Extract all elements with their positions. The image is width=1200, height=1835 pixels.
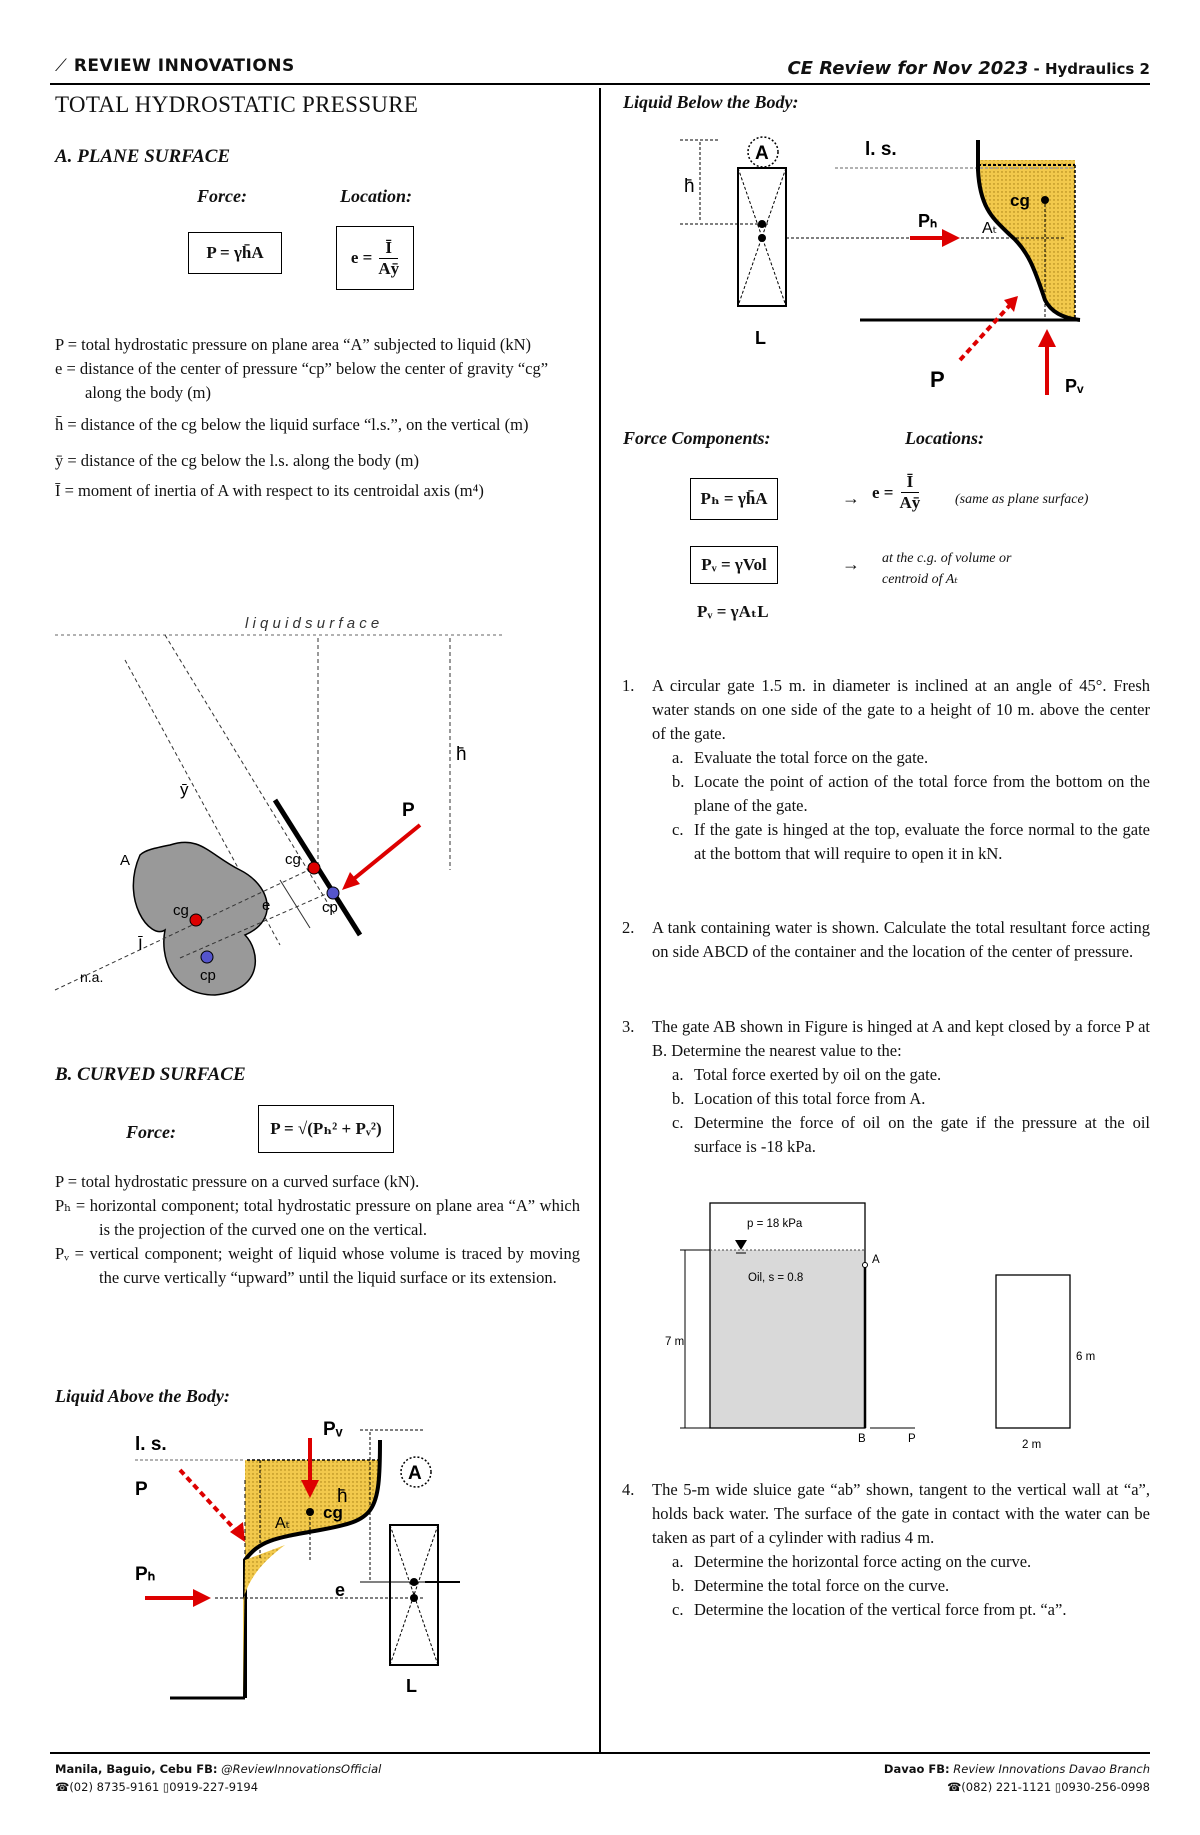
force-p-label: P [908, 1433, 916, 1445]
point-a-label: A [872, 1254, 880, 1266]
logo-icon: ⟋ [55, 56, 68, 76]
pv-label-below: Pᵥ [1065, 376, 1084, 396]
problem-4-number: 4. [622, 1480, 635, 1499]
surface-marker-icon [735, 1240, 747, 1250]
problem-1-sub-c-text: If the gate is hinged at the top, evaluate the force normal to the gate at the bottom that will require to open it in kN. [694, 820, 1150, 863]
problem-1-sub-b-text: Locate the point of action of the total force from the bottom on the plane of the gate. [694, 772, 1150, 815]
loc1-denominator: Aȳ [899, 493, 921, 512]
pv-arrowhead-below [1038, 329, 1056, 347]
problem-1-sub-c [622, 818, 1150, 866]
loc1-lhs: e = [872, 482, 894, 502]
curved-force-formula: P = √(Pₕ² + Pᵥ²) [258, 1105, 394, 1153]
cg-point-below [1041, 196, 1049, 204]
footer-right-fb: Review Innovations Davao Branch [949, 1762, 1150, 1776]
a-label-above: A [408, 1463, 422, 1484]
problem-3-sub-b [622, 1087, 1150, 1111]
ph-label-above: Pₕ [135, 1564, 156, 1585]
def-ybar: ȳ = distance of the cg below the l.s. along the body (m) [55, 451, 419, 470]
ls-label-below: l. s. [865, 139, 897, 160]
e-dim-line [280, 880, 310, 928]
problem-4-sub-b [622, 1574, 1150, 1598]
plane-surface-heading: A. PLANE SURFACE [55, 146, 231, 167]
ph-arrowhead-below [942, 229, 960, 247]
def-hbar: h̄ = distance of the cg below the liquid surface “l.s.”, on the vertical (m) [55, 415, 529, 434]
pv2-formula: Pᵥ = γAₜL [697, 602, 769, 621]
force-components-label: Force Components: [623, 428, 771, 448]
problem-3-sub-a [622, 1063, 1150, 1087]
a-label-below: A [755, 143, 769, 164]
problem-3-text: The gate AB shown in Figure is hinged at A and kept closed by a force P at B. Determine the nearest value to the: [652, 1017, 1150, 1060]
hbar-label: h̄ [456, 744, 467, 765]
problem-4-sub-a [622, 1550, 1150, 1574]
pv-label-above: Pᵥ [323, 1420, 343, 1440]
arrow-1: → [842, 488, 860, 508]
subject-name: - Hydraulics 2 [1028, 60, 1150, 78]
problem-4-text: The 5-m wide sluice gate “ab” shown, tangent to the vertical wall at “a”, holds back water. The surface of the gate in contact with the water can be taken as part of a cylinder with radius 4 m. [652, 1480, 1150, 1547]
ph-location [872, 472, 920, 513]
l-label-below: L [755, 328, 766, 348]
problem-1-sub-b [622, 770, 1150, 818]
at-label-above: Aₜ [275, 1515, 291, 1532]
cg-label-area: cg [173, 902, 189, 919]
footer-left-branches: Manila, Baguio, Cebu FB: [55, 1762, 218, 1776]
header-rule [50, 83, 1150, 85]
problem-1 [622, 674, 1150, 866]
problem-4-sub-b-letter: b. [672, 1576, 685, 1595]
p-dashed-arrow-below [960, 305, 1010, 360]
cp-point-area [201, 951, 213, 963]
loc2-note-line1: at the c.g. of volume or [882, 551, 1012, 566]
curved-surface-heading: B. CURVED SURFACE [55, 1064, 246, 1085]
hbar-label-above: h̄ [337, 1486, 348, 1507]
plane-definitions [55, 333, 580, 503]
liquid-below-label: Liquid Below the Body: [623, 92, 799, 112]
cp-point-plane [327, 887, 339, 899]
p-arrowhead-below [1004, 296, 1018, 312]
footer-right-social [884, 1760, 1150, 1778]
def-ph: Pₕ = horizontal component; total hydrostatic pressure on plane area “A” which is the projection of the curved one on the vertical. [55, 1196, 580, 1239]
problem-3-sub-b-letter: b. [672, 1089, 685, 1108]
loc-denominator: Aȳ [378, 258, 400, 278]
hbar-label-below: h̄ [684, 176, 695, 197]
brand-logo [55, 56, 295, 76]
footer-left-fb: @ReviewInnovationsOfficial [217, 1762, 382, 1776]
na-label: n.a. [80, 969, 104, 985]
loc1-numerator: Ī [901, 472, 920, 493]
problem-1-sub-b-letter: b. [672, 772, 685, 791]
l-label-above: L [406, 1676, 417, 1696]
liquid-above-label: Liquid Above the Body: [55, 1386, 230, 1406]
section-rect [996, 1275, 1070, 1428]
problem-3-sub-a-text: Total force exerted by oil on the gate. [694, 1065, 942, 1084]
problem-1-sub-c-letter: c. [672, 820, 684, 839]
problem-2 [622, 916, 1150, 964]
def-curved-p: P = total hydrostatic pressure on a curved surface (kN). [55, 1172, 420, 1191]
p-label-above: P [135, 1479, 148, 1500]
oil-label: Oil, s = 0.8 [748, 1272, 804, 1284]
arrow-2: → [842, 554, 860, 574]
plane-surface-figure [50, 610, 520, 1020]
point-b-label: B [858, 1433, 866, 1445]
cg-label-above: cg [323, 1503, 343, 1522]
brand-name: REVIEW INNOVATIONS [73, 56, 295, 76]
problem-3-sub-c [622, 1111, 1150, 1159]
liquid-below-figure [680, 130, 1110, 405]
problem-3-sub-b-text: Location of this total force from A. [694, 1089, 926, 1108]
problem-4 [622, 1478, 1150, 1622]
problem-4-sub-c-letter: c. [672, 1600, 684, 1619]
p-label-below: P [930, 367, 945, 392]
loc1-note: (same as plane surface) [955, 492, 1089, 507]
liquid-surface-label: l i q u i d s u r f a c e [245, 615, 380, 632]
area-a-label: A [120, 852, 131, 869]
loc-lhs: e = [350, 248, 373, 267]
location-label: Location: [340, 186, 412, 206]
problem-3-sub-a-letter: a. [672, 1065, 684, 1084]
ph-formula: Pₕ = γh̄A [690, 478, 778, 520]
problem-4-sub-c-text: Determine the location of the vertical force from pt. “a”. [694, 1600, 1067, 1619]
e-label-above: e [335, 1580, 346, 1600]
dim-6m-label: 6 m [1076, 1351, 1096, 1363]
curved-definitions [55, 1170, 580, 1290]
footer-right-branch: Davao FB: [883, 1762, 950, 1776]
problem-3 [622, 1015, 1150, 1159]
def-pv: Pᵥ = vertical component; weight of liquid whose volume is traced by moving the curve vertically “upward” until the liquid surface or its extension. [55, 1244, 580, 1287]
ibar-label: Ī [138, 935, 143, 954]
def-e: e = distance of the center of pressure “cp” below the center of gravity “cg” along the body (m) [55, 359, 549, 402]
course-name: CE Review for Nov 2023 [787, 58, 1029, 79]
force-label: Force: [197, 186, 247, 206]
p-dashed-arrow-above [180, 1470, 240, 1535]
locations-label: Locations: [905, 428, 984, 448]
dim-7m-label: 7 m [665, 1336, 685, 1348]
pressure-label: p = 18 kPa [747, 1218, 803, 1230]
at-label-below: Aₜ [982, 220, 998, 237]
def-p: P = total hydrostatic pressure on plane area “A” subjected to liquid (kN) [55, 335, 532, 354]
loc-numerator: Ī [379, 238, 398, 259]
gate-figure [660, 1195, 1110, 1460]
footer-left-phones: ☎(02) 8735-9161 ▯0919-227-9194 [55, 1780, 259, 1794]
plane-force-formula: P = γh̄A [188, 232, 282, 274]
problem-3-sub-c-letter: c. [672, 1113, 684, 1132]
cg-label-plane: cg [285, 851, 301, 868]
ph-label-below: Pₕ [918, 211, 938, 231]
column-divider [599, 88, 601, 1753]
e-label: e [262, 897, 271, 914]
page-title: TOTAL HYDROSTATIC PRESSURE [55, 92, 419, 117]
course-header [787, 58, 1150, 79]
cp-label-plane: cp [322, 899, 338, 916]
ls-label-above: l. s. [135, 1434, 167, 1455]
problem-1-number: 1. [622, 676, 635, 695]
footer-left [55, 1760, 381, 1796]
hinge-a-icon [863, 1263, 868, 1268]
problem-4-sub-c [622, 1598, 1150, 1622]
ph-arrowhead-above [193, 1589, 211, 1607]
footer-right-phones: ☎(082) 221-1121 ▯0930-256-0998 [946, 1780, 1150, 1794]
loc2-note [882, 548, 1011, 590]
problem-2-number: 2. [622, 918, 635, 937]
cp-label-area: cp [200, 967, 216, 984]
problem-4-sub-a-text: Determine the horizontal force acting on the curve. [694, 1552, 1032, 1571]
loc2-note-line2: centroid of Aₜ [882, 572, 958, 587]
problem-4-sub-a-letter: a. [672, 1552, 684, 1571]
problem-2-text: A tank containing water is shown. Calculate the total resultant force acting on side ABCD of the container and the location of the center of pressure. [652, 918, 1150, 961]
liquid-above-figure [135, 1420, 535, 1720]
cg-point-plane [308, 862, 320, 874]
footer-right [884, 1760, 1150, 1796]
plane-location-formula [336, 226, 414, 290]
footer-left-social [55, 1760, 381, 1778]
dim-2m-label: 2 m [1022, 1439, 1042, 1451]
p-force-label: P [402, 800, 415, 821]
problem-1-sub-a [622, 746, 1150, 770]
problem-3-sub-c-text: Determine the force of oil on the gate if the pressure at the oil surface is -18 kPa. [694, 1113, 1150, 1156]
problem-1-sub-a-letter: a. [672, 748, 684, 767]
p-arrow-shaft [350, 825, 420, 882]
problem-1-sub-a-text: Evaluate the total force on the gate. [694, 748, 929, 767]
problem-4-sub-b-text: Determine the total force on the curve. [694, 1576, 950, 1595]
liquid-volume-below [978, 160, 1075, 320]
cg-label-below: cg [1010, 191, 1030, 210]
def-ibar: Ī = moment of inertia of A with respect to its centroidal axis (m⁴) [55, 481, 484, 500]
problem-3-number: 3. [622, 1017, 635, 1036]
cg-point-area [190, 914, 202, 926]
footer-rule [50, 1752, 1150, 1754]
problem-1-text: A circular gate 1.5 m. in diameter is inclined at an angle of 45°. Fresh water stands on one side of the gate to a height of 10 m. above the center of the gate. [652, 676, 1150, 743]
pv-formula: Pᵥ = γVol [690, 546, 778, 584]
curved-force-label: Force: [126, 1122, 176, 1142]
ybar-label: ȳ [180, 780, 189, 799]
